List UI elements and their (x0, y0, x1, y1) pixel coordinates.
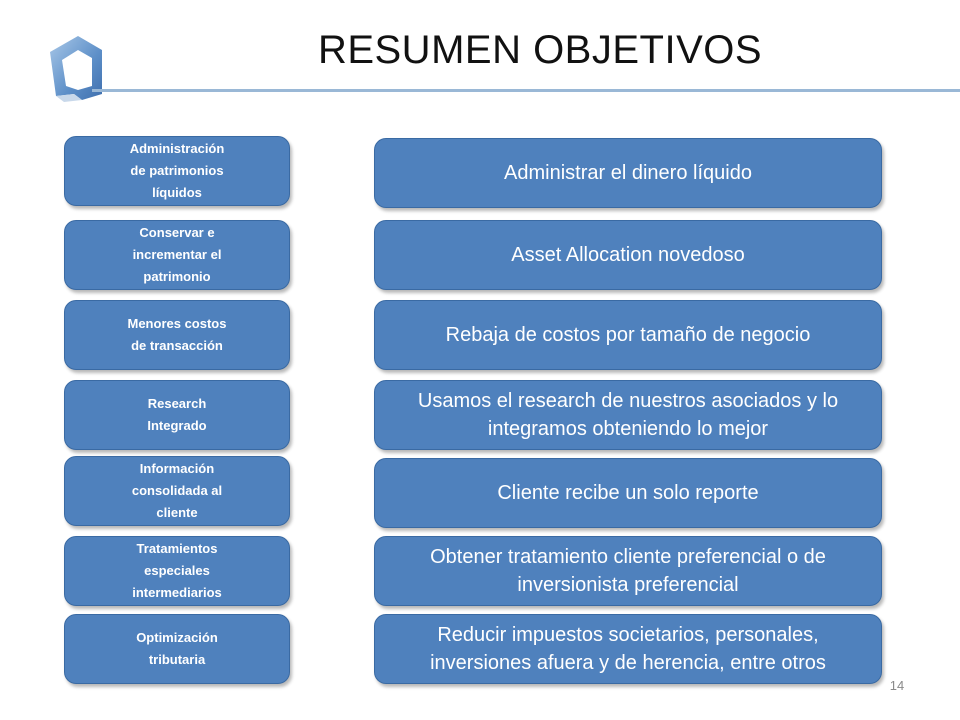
page-title: RESUMEN OBJETIVOS (317, 28, 763, 72)
left-box-conservar-patrimonio: Conservar e incrementar el patrimonio (64, 220, 290, 290)
right-box-asset-allocation: Asset Allocation novedoso (374, 220, 882, 290)
left-box-optimizacion-tributaria: Optimización tributaria (64, 614, 290, 684)
right-box-dinero-liquido: Administrar el dinero líquido (374, 138, 882, 208)
right-box-reducir-impuestos: Reducir impuestos societarios, personales, inversiones afuera y de herencia, entre otros (374, 614, 882, 684)
house-shape-logo-icon (44, 30, 108, 104)
title-divider (92, 89, 960, 92)
left-box-costos-transaccion: Menores costos de transacción (64, 300, 290, 370)
right-box-research-asociados: Usamos el research de nuestros asociados y lo integramos obteniendo lo mejor (374, 380, 882, 450)
right-box-tratamiento-preferencial: Obtener tratamiento cliente preferencial o de inversionista preferencial (374, 536, 882, 606)
left-box-informacion-consolidada: Información consolidada al cliente (64, 456, 290, 526)
page-number: 14 (889, 678, 905, 693)
right-box-rebaja-costos: Rebaja de costos por tamaño de negocio (374, 300, 882, 370)
right-box-solo-reporte: Cliente recibe un solo reporte (374, 458, 882, 528)
left-box-research-integrado: Research Integrado (64, 380, 290, 450)
left-box-tratamientos-especiales: Tratamientos especiales intermediarios (64, 536, 290, 606)
left-box-patrimonios-liquidos: Administración de patrimonios líquidos (64, 136, 290, 206)
